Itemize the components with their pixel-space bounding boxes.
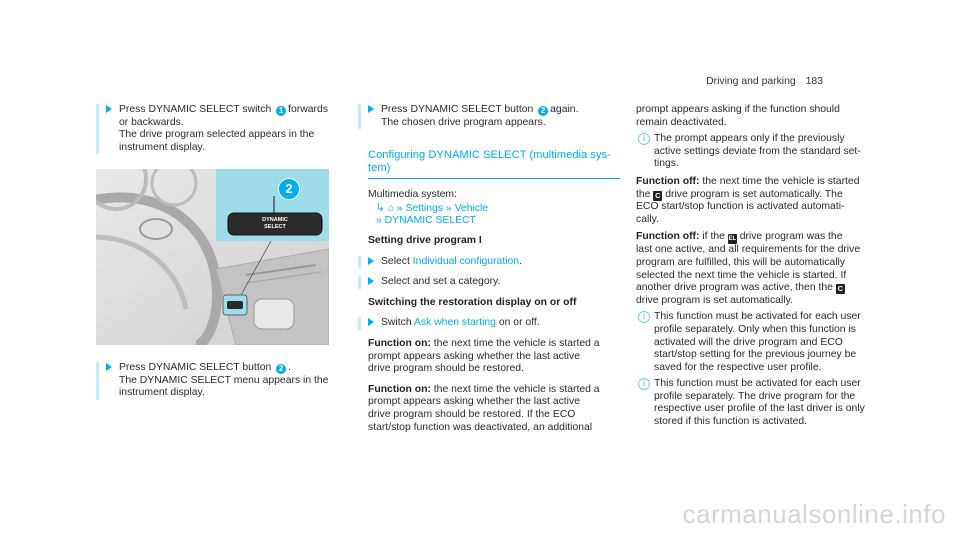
settings-link[interactable]: Settings <box>405 202 443 214</box>
continuation-para: prompt appears asking if the function should remain deactivated. <box>636 104 840 128</box>
dashboard-photo <box>96 169 329 345</box>
function-off-para-2: Function off: if the EL drive program was the last one active, and all requirements for the drive program are fulfilled, this will be automatically selected the next time the vehicle is started. If another drive program was active, then the C drive program is set automatically. <box>636 231 861 306</box>
eco-key-icon: EL <box>728 236 737 243</box>
info-icon: i <box>638 311 650 323</box>
double-chevron-icon: » <box>376 215 382 227</box>
subheading-setting: Setting drive program I <box>368 234 482 246</box>
info-icon: i <box>638 378 650 390</box>
step-switch: Switch Ask when starting on or off. <box>358 317 620 330</box>
column-1-lower <box>106 362 346 400</box>
step-category: Select and set a category. <box>358 276 620 289</box>
watermark: carmanualsonline.info <box>682 499 946 529</box>
comfort-key-icon: C <box>837 284 844 294</box>
info-icon: i <box>638 133 650 145</box>
step-select: Select Individual configuration. <box>358 256 620 269</box>
function-on-para-2: Function on: the next time the vehicle is started a prompt appears asking whether the last active drive program should be restored. If the ECO start/stop function was deactivated, an additional <box>368 383 600 433</box>
section-title: Driving and parking <box>706 76 796 87</box>
section-heading: Configuring DYNAMIC SELECT (multimedia sys- tem) <box>368 149 620 179</box>
enter-arrow-icon: ↳ <box>376 202 385 214</box>
note-1: i The prompt appears only if the previously active settings deviate from the standard set- tings. <box>636 133 876 171</box>
dynamic-select-link[interactable]: DYNAMIC SELECT <box>384 215 476 227</box>
comfort-key-icon: C <box>655 190 661 200</box>
ask-when-starting-link[interactable]: Ask when starting <box>413 317 496 329</box>
multimedia-path-label: Multimedia system: <box>368 189 457 201</box>
callout-1: 1 <box>276 106 286 116</box>
note-3: i This function must be activated for each user profile separately. The drive program for the respective user profile of the last driver is only stored if this function is activated. <box>636 378 876 428</box>
individual-configuration-link[interactable]: Individual configuration <box>412 255 520 267</box>
column-3 <box>636 104 876 429</box>
column-2 <box>368 104 620 434</box>
subheading-restoration: Switching the restoration display on or off <box>368 296 577 308</box>
page-number: 183 <box>805 76 823 87</box>
double-chevron-icon: » <box>396 202 403 214</box>
step-arrow-icon <box>368 318 374 326</box>
step-2: Press DYNAMIC SELECT button 2 . The DYNAMIC SELECT menu appears in the instrument display. <box>96 362 346 400</box>
function-off-para-1: Function off: the next time the vehicle is started the C drive program is set automatically. The ECO start/stop function is activated automati- cally. <box>636 175 860 225</box>
step-1: Press DYNAMIC SELECT switch 1 forwards or backwards. The drive program selected appears in the instrument display. <box>96 104 346 154</box>
multimedia-path <box>376 203 620 216</box>
step-arrow-icon <box>106 363 112 371</box>
callout-2: 2 <box>538 106 548 116</box>
step-arrow-icon <box>368 257 374 265</box>
double-chevron-icon: » <box>445 202 452 214</box>
step-arrow-icon <box>368 277 374 285</box>
step-arrow-icon <box>368 105 374 113</box>
multimedia-path-2 <box>376 215 620 228</box>
function-on-para-1: Function on: the next time the vehicle is started a prompt appears asking whether the last active drive program should be restored. <box>368 337 600 375</box>
column-1 <box>106 104 346 154</box>
step-3: Press DYNAMIC SELECT button 2 again. The chosen drive program appears. <box>358 104 620 129</box>
page-header <box>706 76 823 89</box>
callout-2-image: 2 <box>278 178 300 200</box>
callout-2: 2 <box>276 364 286 374</box>
dynamic-select-button-label: DYNAMIC SELECT <box>262 217 288 230</box>
vehicle-link[interactable]: Vehicle <box>454 202 489 214</box>
step-arrow-icon <box>106 105 112 113</box>
home-icon: ⌂ <box>387 202 394 214</box>
note-2: i This function must be activated for each user profile separately. Only when this function is activated will the drive program and ECO start/stop setting for the previous journey be saved for the respective user profile. <box>636 311 876 374</box>
